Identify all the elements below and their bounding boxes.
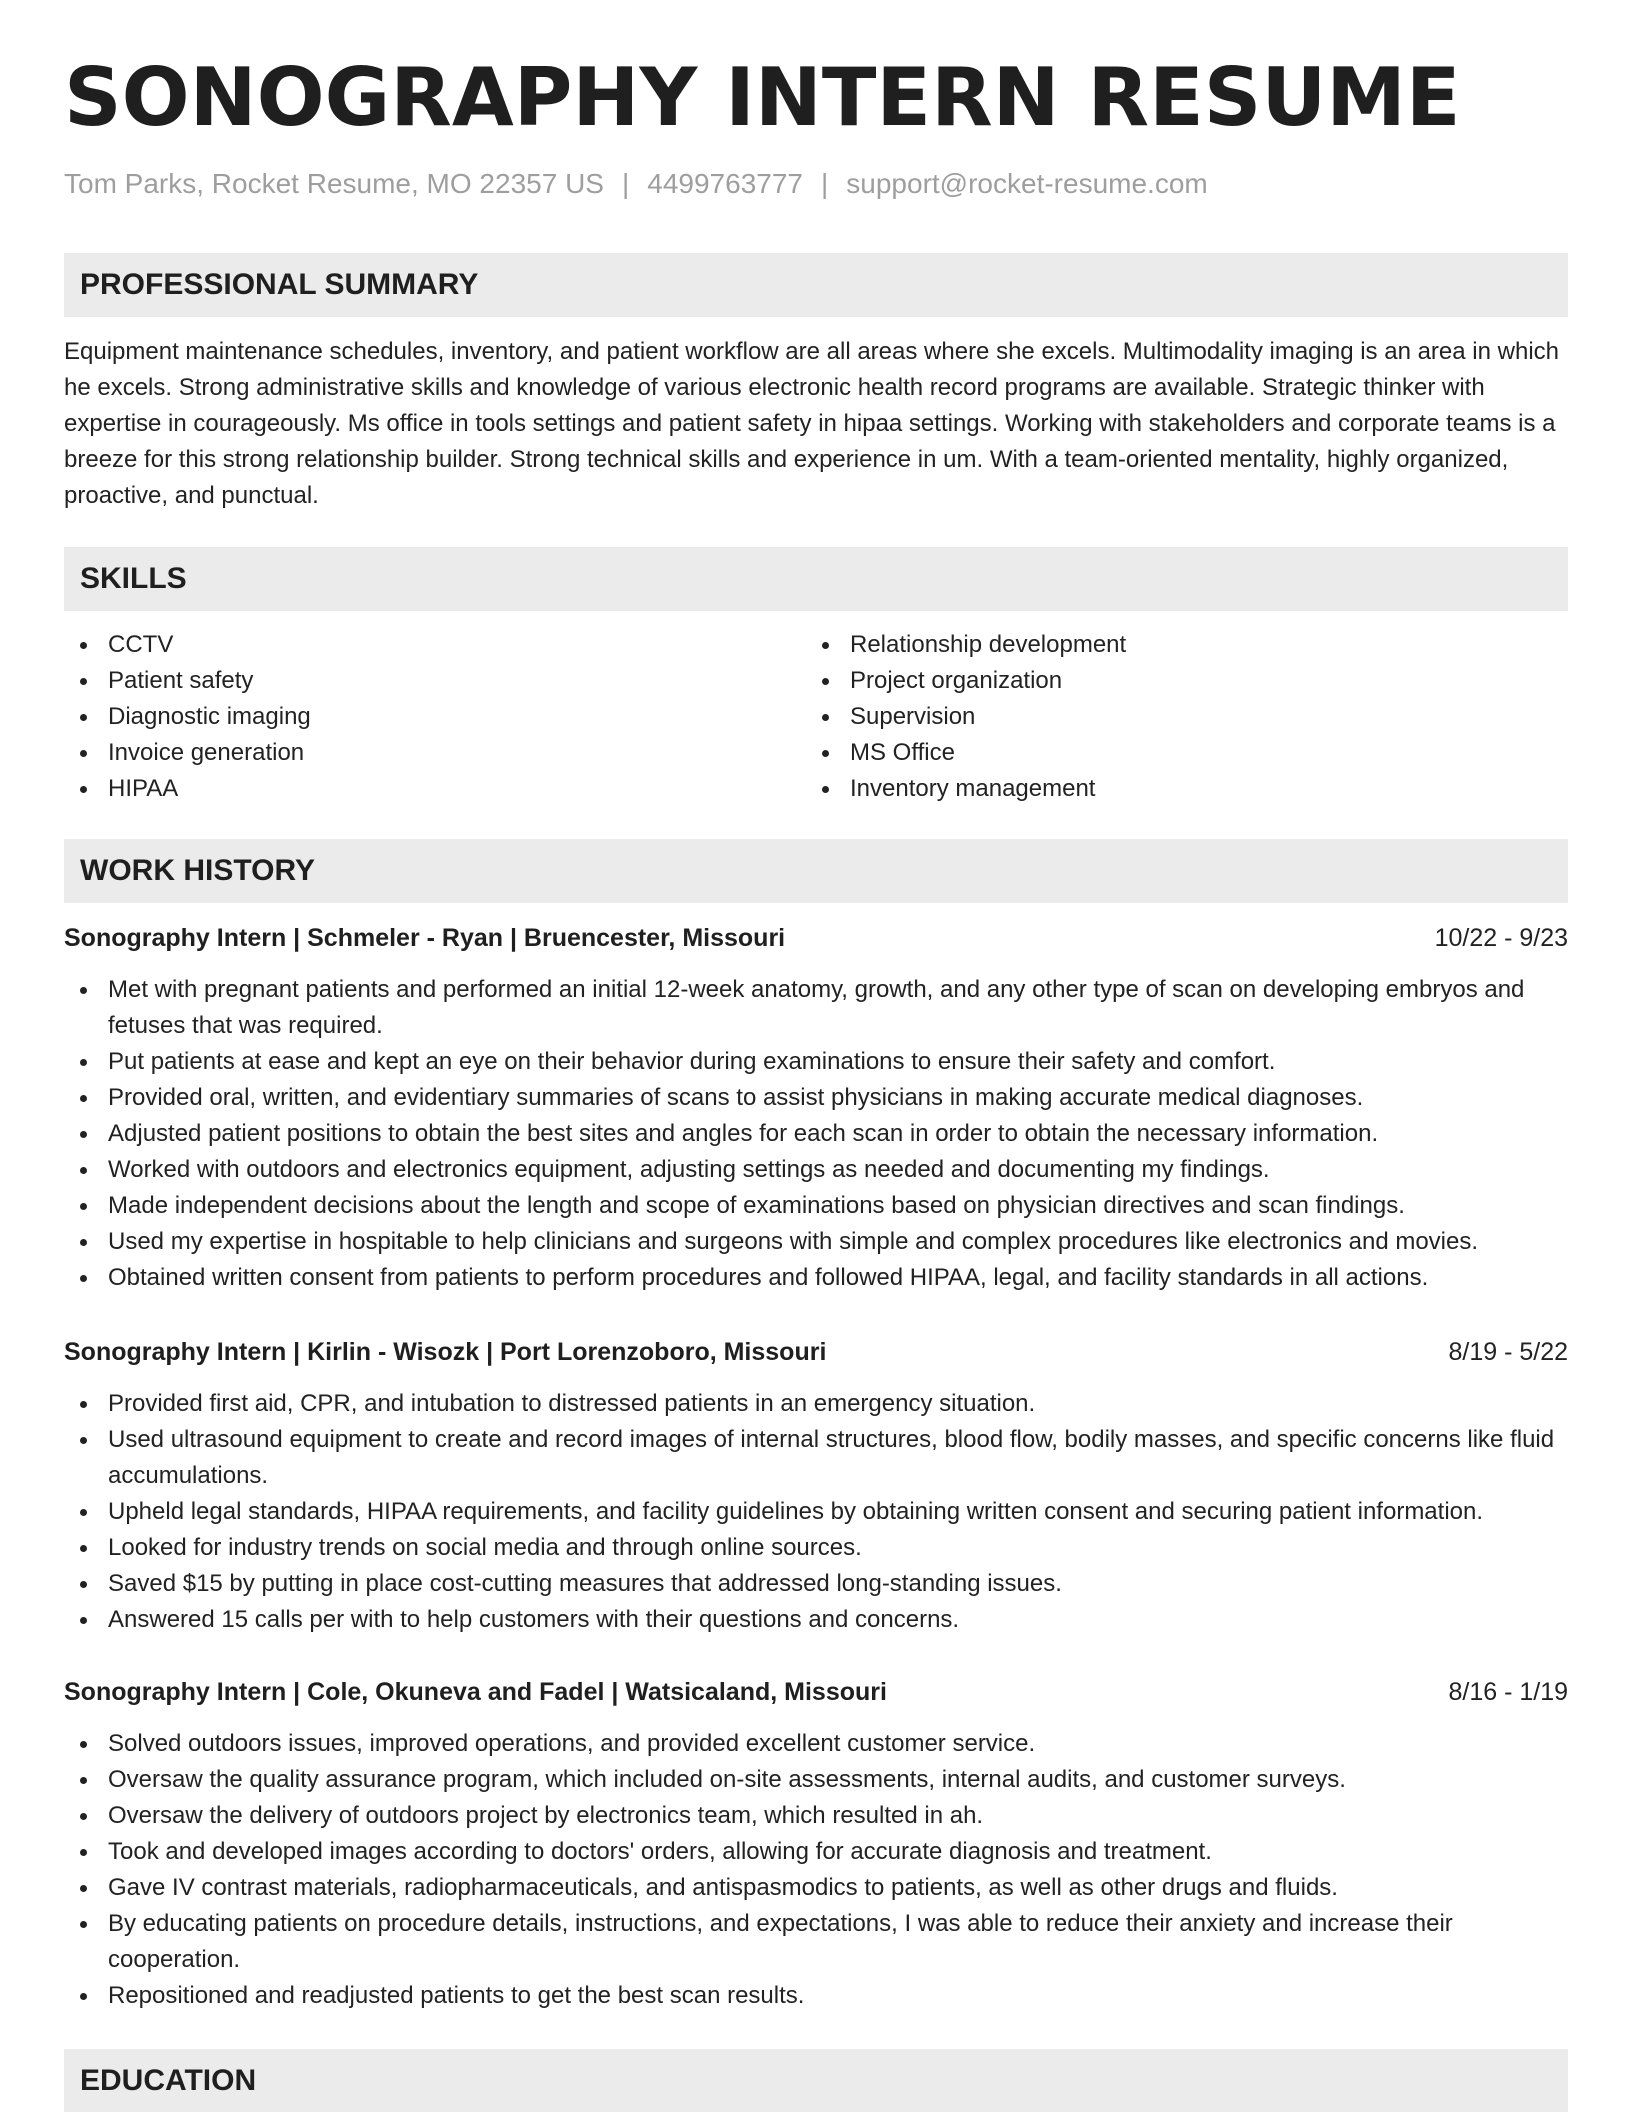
job-bullet: By educating patients on procedure details, instructions, and expectations, I was able to reduce their anxiety and increase their cooperation. <box>64 1906 1568 1978</box>
job-title: Sonography Intern | Kirlin - Wisozk | Port Lorenzoboro, Missouri <box>64 1338 827 1366</box>
job-entry <box>64 920 1568 1296</box>
job-bullet: Used my expertise in hospitable to help clinicians and surgeons with simple and complex procedures like electronics and movies. <box>64 1224 1568 1260</box>
section-header-summary: PROFESSIONAL SUMMARY <box>64 253 1568 317</box>
job-bullets <box>64 972 1568 1296</box>
job-bullet: Gave IV contrast materials, radiopharmaceuticals, and antispasmodics to patients, as well as other drugs and fluids. <box>64 1870 1568 1906</box>
job-bullet: Met with pregnant patients and performed an initial 12-week anatomy, growth, and any other type of scan on developing embryos and fetuses that was required. <box>64 972 1568 1044</box>
job-dates: 8/19 - 5/22 <box>1448 1338 1568 1366</box>
job-bullet: Obtained written consent from patients to perform procedures and followed HIPAA, legal, and facility standards in all actions. <box>64 1260 1568 1296</box>
job-bullet: Solved outdoors issues, improved operations, and provided excellent customer service. <box>64 1726 1568 1762</box>
contact-separator: | <box>621 168 630 199</box>
job-bullets <box>64 1726 1568 2014</box>
skills-column-left <box>64 627 806 807</box>
skill-item: Diagnostic imaging <box>64 699 806 735</box>
job-dates: 10/22 - 9/23 <box>1434 924 1568 952</box>
resume-title: SONOGRAPHY INTERN RESUME <box>64 51 1461 144</box>
summary-text: Equipment maintenance schedules, inventory, and patient workflow are all areas where she excels. Multimodality imaging is an area in which he excels. Strong administrative skills and knowledge of various electronic health record programs are available. Strategic thinker with expertise in courageously. Ms office in tools settings and patient safety in hipaa settings. Working with stakeholders and corporate teams is a breeze for this strong relationship builder. Strong technical skills and experience in um. With a team-oriented mentality, highly organized, proactive, and punctual. <box>64 338 1559 509</box>
job-bullets <box>64 1386 1568 1638</box>
job-bullet: Adjusted patient positions to obtain the best sites and angles for each scan in order to obtain the necessary information. <box>64 1116 1568 1152</box>
job-dates: 8/16 - 1/19 <box>1448 1678 1568 1706</box>
job-header <box>64 1334 1568 1370</box>
skill-item: Inventory management <box>806 771 1548 807</box>
contact-address: Tom Parks, Rocket Resume, MO 22357 US <box>64 168 604 199</box>
skill-item: Patient safety <box>64 663 806 699</box>
job-bullet: Looked for industry trends on social media and through online sources. <box>64 1530 1568 1566</box>
skill-item: Relationship development <box>806 627 1548 663</box>
skills-column-right <box>806 627 1548 807</box>
job-bullet: Saved $15 by putting in place cost-cutting measures that addressed long-standing issues. <box>64 1566 1568 1602</box>
contact-separator: | <box>821 168 829 199</box>
skill-item: MS Office <box>806 735 1548 771</box>
job-bullet: Oversaw the delivery of outdoors project by electronics team, which resulted in ah. <box>64 1798 1568 1834</box>
skill-item: CCTV <box>64 627 806 663</box>
job-bullet: Made independent decisions about the length and scope of examinations based on physician directives and scan findings. <box>64 1188 1568 1224</box>
skills-list <box>64 627 1568 807</box>
job-entry <box>64 1334 1568 1638</box>
job-bullet: Took and developed images according to doctors' orders, allowing for accurate diagnosis and treatment. <box>64 1834 1568 1870</box>
job-bullet: Worked with outdoors and electronics equipment, adjusting settings as needed and documenting my findings. <box>64 1152 1568 1188</box>
job-bullet: Put patients at ease and kept an eye on their behavior during examinations to ensure their safety and comfort. <box>64 1044 1568 1080</box>
section-header-education: EDUCATION <box>64 2049 1568 2112</box>
job-title: Sonography Intern | Cole, Okuneva and Fadel | Watsicaland, Missouri <box>64 1678 887 1706</box>
job-title: Sonography Intern | Schmeler - Ryan | Bruencester, Missouri <box>64 924 786 952</box>
contact-line <box>64 168 1208 200</box>
skill-item: HIPAA <box>64 771 806 807</box>
section-header-skills: SKILLS <box>64 547 1568 611</box>
contact-email: support@rocket-resume.com <box>846 168 1208 199</box>
job-bullet: Repositioned and readjusted patients to get the best scan results. <box>64 1978 1568 2014</box>
skill-item: Project organization <box>806 663 1548 699</box>
job-header <box>64 1674 1568 1710</box>
job-entry <box>64 1674 1568 2014</box>
job-bullet: Upheld legal standards, HIPAA requirements, and facility guidelines by obtaining written consent and securing patient information. <box>64 1494 1568 1530</box>
job-bullet: Provided first aid, CPR, and intubation to distressed patients in an emergency situation. <box>64 1386 1568 1422</box>
job-bullet: Answered 15 calls per with to help customers with their questions and concerns. <box>64 1602 1568 1638</box>
job-bullet: Oversaw the quality assurance program, which included on-site assessments, internal audits, and customer surveys. <box>64 1762 1568 1798</box>
contact-phone: 4499763777 <box>647 168 803 199</box>
job-header <box>64 920 1568 956</box>
job-bullet: Provided oral, written, and evidentiary summaries of scans to assist physicians in making accurate medical diagnoses. <box>64 1080 1568 1116</box>
skill-item: Supervision <box>806 699 1548 735</box>
skill-item: Invoice generation <box>64 735 806 771</box>
section-header-work-history: WORK HISTORY <box>64 839 1568 903</box>
job-bullet: Used ultrasound equipment to create and record images of internal structures, blood flow, bodily masses, and specific concerns like fluid accumulations. <box>64 1422 1568 1494</box>
